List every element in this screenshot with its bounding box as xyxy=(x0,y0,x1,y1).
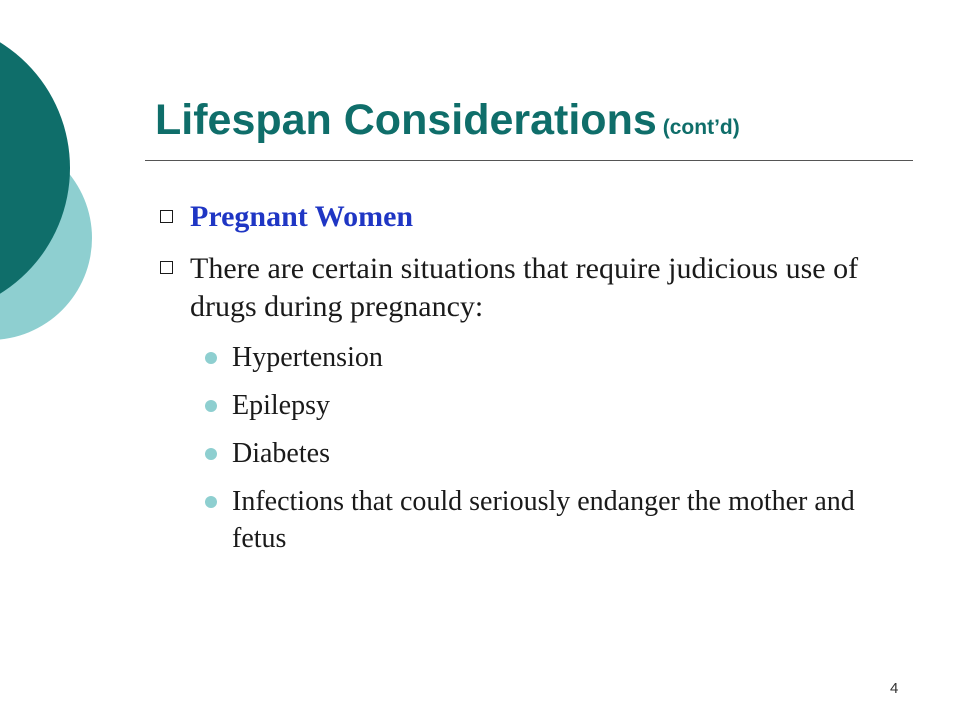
title-divider xyxy=(145,160,913,161)
sub-bullet-epilepsy: Epilepsy xyxy=(232,390,330,421)
page-number: 4 xyxy=(890,680,899,697)
bullet-situations: There are certain situations that require judicious use of drugs during pregnancy: xyxy=(190,252,859,323)
decorative-circles xyxy=(0,0,200,400)
sub-bullet-dot-icon xyxy=(205,400,217,412)
sub-bullet-dot-icon xyxy=(205,496,217,508)
title-main: Lifespan Considerations xyxy=(155,96,657,144)
sub-bullet-hypertension: Hypertension xyxy=(232,342,383,373)
sub-bullet-diabetes: Diabetes xyxy=(232,438,330,469)
square-bullet-icon xyxy=(160,261,173,274)
bullet-pregnant-women: Pregnant Women xyxy=(190,200,414,233)
sub-bullet-dot-icon xyxy=(205,352,217,364)
slide-title xyxy=(155,96,740,145)
square-bullet-icon xyxy=(160,210,173,223)
sub-bullet-dot-icon xyxy=(205,448,217,460)
title-suffix: (cont’d) xyxy=(662,116,740,139)
sub-bullet-infections: Infections that could seriously endanger the mother and fetus xyxy=(232,486,855,554)
